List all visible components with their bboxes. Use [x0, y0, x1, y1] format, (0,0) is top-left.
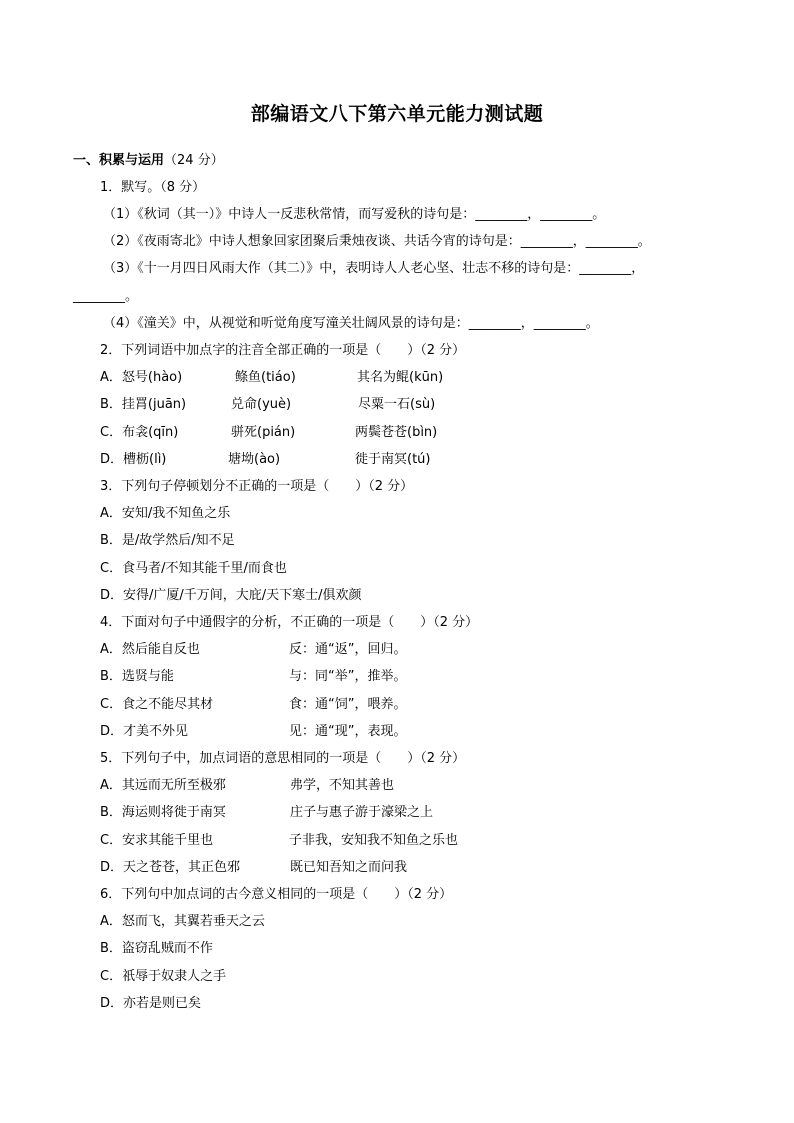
option-b-note: 与：同“举”，推举。	[289, 669, 407, 684]
option-c-text: C．安求其能千里也	[100, 833, 214, 848]
question-5-stem: 5．下列句子中，加点词语的意思相同的一项是（ ）（2 分）	[100, 751, 466, 766]
question-1-item: （1）《秋词（其一）》中诗人一反悲秋常情，而写爱秋的诗句是：________，________。	[103, 207, 606, 222]
section-heading	[73, 152, 224, 170]
option-b-col3: 尽粟一石(sù)	[358, 397, 436, 412]
option-row	[100, 424, 438, 442]
option-row: B．盗窃乱贼而不作	[100, 941, 213, 956]
question-4-stem: 4．下面对句子中通假字的分析，不正确的一项是（ ）（2 分）	[100, 615, 479, 630]
option-b-compare: 庄子与惠子游于濠梁之上	[290, 805, 434, 820]
option-d-text: D．天之苍苍，其正色邪	[100, 860, 241, 875]
question-1-item: （2）《夜雨寄北》中诗人想象回家团聚后秉烛夜谈、共话今宵的诗句是：________，________。	[103, 234, 651, 249]
option-row: A．怒而飞，其翼若垂天之云	[100, 914, 265, 929]
question-1-item: （4）《潼关》中，从视觉和听觉角度写潼关壮阔风景的诗句是：________，________。	[103, 316, 599, 331]
option-row: D．安得/广厦/千万间，大庇/天下寒士/俱欢颜	[100, 588, 362, 603]
option-row	[100, 804, 434, 822]
section-score: （24 分）	[164, 153, 224, 168]
option-c-note: 食：通“饲”，喂养。	[289, 697, 407, 712]
option-a-col2: 鲦鱼(tiáo)	[235, 370, 296, 385]
option-row	[100, 777, 395, 795]
option-row: D．亦若是则已矣	[100, 996, 202, 1011]
option-d-col1: D．槽枥(lì)	[100, 452, 167, 467]
option-c-col1: C．布衾(qīn)	[100, 425, 179, 440]
option-c-compare: 子非我，安知我不知鱼之乐也	[289, 833, 459, 848]
option-c-col3: 两鬓苍苍(bìn)	[355, 425, 438, 440]
option-row	[100, 859, 408, 877]
option-row	[100, 696, 407, 714]
option-d-compare: 既已知吾知之而问我	[290, 860, 408, 875]
option-a-compare: 弗学，不知其善也	[290, 778, 395, 793]
option-b-col1: B．挂罥(juān)	[100, 397, 187, 412]
option-d-col2: 塘坳(ào)	[228, 452, 281, 467]
option-a-text: A．然后能自反也	[100, 642, 200, 657]
option-b-text: B．选贤与能	[100, 669, 174, 684]
question-1-stem: 1．默写。（8 分）	[100, 180, 206, 195]
option-row	[100, 723, 407, 741]
option-row	[100, 396, 436, 414]
option-b-text: B．海运则将徙于南冥	[100, 805, 226, 820]
option-row	[100, 668, 407, 686]
question-1-item-continued: ________。	[73, 289, 139, 304]
option-b-col2: 兑命(yuè)	[231, 397, 292, 412]
option-row	[100, 369, 444, 387]
option-a-col1: A．怒号(hào)	[100, 370, 183, 385]
option-row	[100, 451, 431, 469]
option-row: A．安知/我不知鱼之乐	[100, 506, 231, 521]
question-2-stem: 2．下列词语中加点字的注音全部正确的一项是（ ）（2 分）	[100, 343, 466, 358]
question-3-stem: 3．下列句子停顿划分不正确的一项是（ ）（2 分）	[100, 479, 414, 494]
option-d-col3: 徙于南冥(tú)	[355, 452, 431, 467]
option-row: C．食马者/不知其能千里/而食也	[100, 561, 287, 576]
option-c-col2: 骈死(pián)	[231, 425, 296, 440]
option-row: B．是/故学然后/知不足	[100, 533, 235, 548]
option-d-note: 见：通“现”，表现。	[289, 724, 407, 739]
option-a-col3: 其名为鲲(kūn)	[357, 370, 444, 385]
option-a-text: A．其远而无所至极邪	[100, 778, 226, 793]
section-label: 一、积累与运用	[73, 153, 165, 168]
option-row	[100, 832, 459, 850]
option-row	[100, 641, 407, 659]
option-row: C．祇辱于奴隶人之手	[100, 969, 227, 984]
question-1-item: （3）《十一月四日风雨大作（其二）》中，表明诗人人老心坚、壮志不移的诗句是：________，	[103, 261, 645, 276]
page-title: 部编语文八下第六单元能力测试题	[250, 103, 544, 125]
option-d-text: D．才美不外见	[100, 724, 189, 739]
option-c-text: C．食之不能尽其材	[100, 697, 214, 712]
question-6-stem: 6．下列句中加点词的古今意义相同的一项是（ ）（2 分）	[100, 887, 453, 902]
option-a-note: 反：通“返”，回归。	[289, 642, 407, 657]
